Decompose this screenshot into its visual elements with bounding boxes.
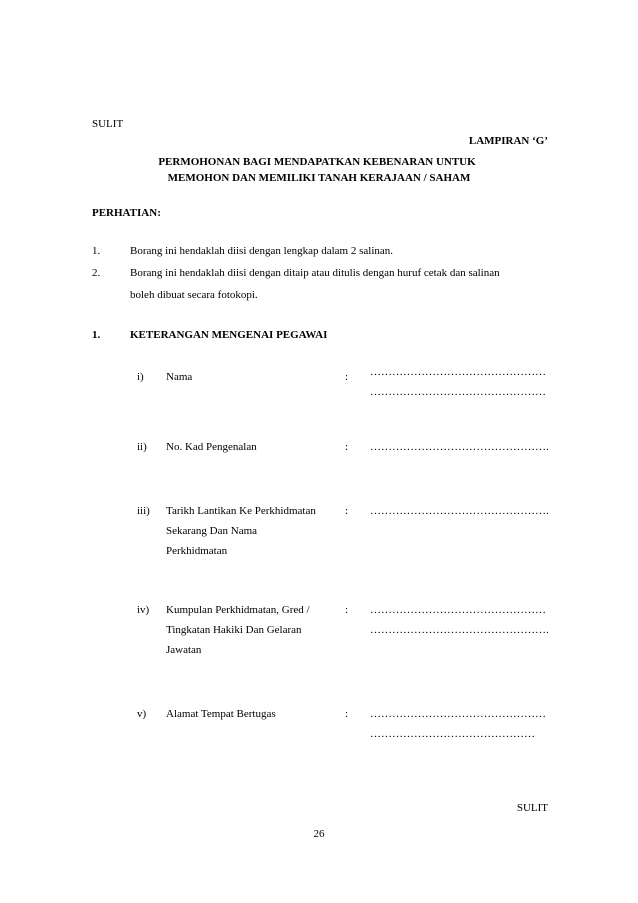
title-line-2: MEMOHON DAN MEMILIKI TANAH KERAJAAN / SAHAM bbox=[167, 172, 471, 184]
ic-number-fill-line[interactable]: …………………………………………. bbox=[370, 441, 549, 453]
field-label-appointment-date: Sekarang Dan Nama bbox=[166, 525, 258, 537]
title-line-1: PERMOHONAN BAGI MENDAPATKAN KEBENARAN UNTUK bbox=[158, 156, 476, 168]
field-colon: : bbox=[345, 505, 349, 517]
field-label-ic-number: No. Kad Pengenalan bbox=[166, 441, 257, 453]
field-label-service-group: Tingkatan Hakiki Dan Gelaran bbox=[166, 624, 302, 636]
field-roman-numeral: v) bbox=[137, 708, 147, 720]
appointment-date-fill-line[interactable]: …………………………………………. bbox=[370, 505, 549, 517]
footer-classification: SULIT bbox=[516, 802, 548, 814]
field-label-appointment-date: Tarikh Lantikan Ke Perkhidmatan bbox=[166, 505, 316, 517]
attention-item-text: Borang ini hendaklah diisi dengan ditaip atau ditulis dengan huruf cetak dan salinan bbox=[130, 267, 500, 279]
work-address-fill-line[interactable]: ………………………………………… bbox=[370, 708, 546, 720]
work-address-fill-line[interactable]: ……………………………………… bbox=[370, 728, 535, 740]
field-label-appointment-date: Perkhidmatan bbox=[166, 545, 228, 557]
section-number: 1. bbox=[92, 329, 101, 341]
field-colon: : bbox=[345, 371, 349, 383]
attention-heading: PERHATIAN: bbox=[92, 207, 161, 219]
attention-item-text-continued: boleh dibuat secara fotokopi. bbox=[130, 289, 258, 301]
field-roman-numeral: iii) bbox=[137, 505, 150, 517]
attention-item-number: 2. bbox=[92, 267, 101, 279]
field-label-service-group: Kumpulan Perkhidmatan, Gred / bbox=[166, 604, 310, 616]
attachment-label: LAMPIRAN ‘G’ bbox=[468, 135, 548, 147]
field-roman-numeral: iv) bbox=[137, 604, 150, 616]
field-label-service-group: Jawatan bbox=[166, 644, 202, 656]
field-label-work-address: Alamat Tempat Bertugas bbox=[166, 708, 276, 720]
nama-fill-line[interactable]: ………………………………………… bbox=[370, 386, 546, 398]
field-colon: : bbox=[345, 708, 349, 720]
field-roman-numeral: i) bbox=[137, 371, 144, 383]
document-title bbox=[0, 154, 638, 186]
field-colon: : bbox=[345, 604, 349, 616]
service-group-fill-line[interactable]: ………………………………………… bbox=[370, 604, 546, 616]
nama-fill-line[interactable]: ………………………………………… bbox=[370, 366, 546, 378]
field-label-nama: Nama bbox=[166, 371, 193, 383]
attention-item-number: 1. bbox=[92, 245, 101, 257]
header-classification: SULIT bbox=[92, 118, 124, 130]
section-heading: KETERANGAN MENGENAI PEGAWAI bbox=[130, 329, 328, 341]
service-group-fill-line[interactable]: …………………………………………. bbox=[370, 624, 549, 636]
field-colon: : bbox=[345, 441, 349, 453]
attention-item-text: Borang ini hendaklah diisi dengan lengkap dalam 2 salinan. bbox=[130, 245, 394, 257]
field-roman-numeral: ii) bbox=[137, 441, 147, 453]
page-number: 26 bbox=[313, 828, 325, 840]
